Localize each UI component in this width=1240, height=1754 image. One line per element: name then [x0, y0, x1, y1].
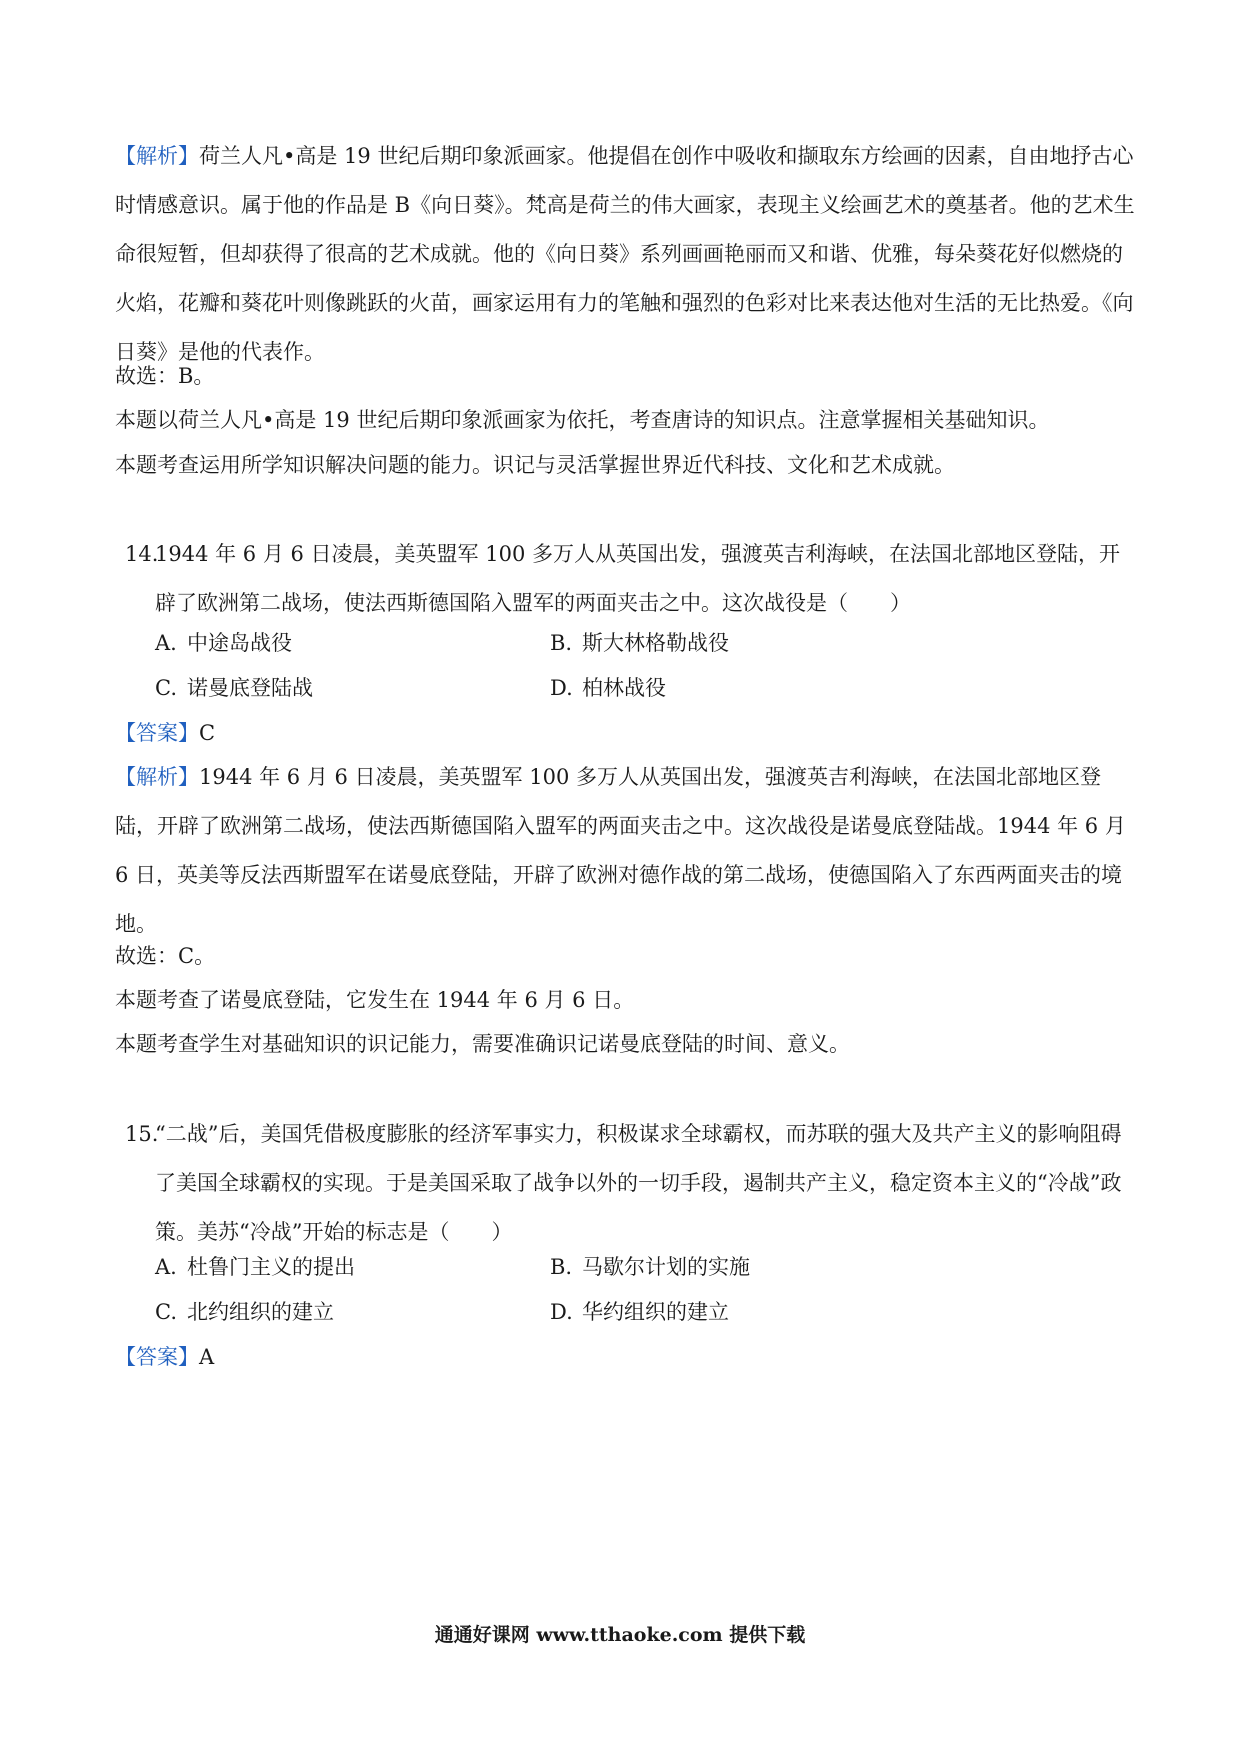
option-text: 柏林战役: [582, 676, 666, 700]
option-letter: D.: [550, 676, 573, 700]
option-text: 马歇尔计划的实施: [582, 1255, 750, 1279]
answer-label: 【答案】: [115, 1345, 199, 1369]
answer-value: C: [199, 721, 216, 745]
q14-choice: 故选：C。: [115, 944, 216, 968]
option-text: 中途岛战役: [187, 631, 292, 655]
q14-answer: [115, 709, 1135, 758]
q14-analysis: [115, 753, 1135, 949]
option-letter: A.: [155, 1255, 177, 1279]
option-text: 华约组织的建立: [582, 1300, 729, 1324]
q15-option-d: [550, 1288, 729, 1337]
answer-value: A: [199, 1345, 215, 1369]
option-letter: C.: [155, 1300, 177, 1324]
option-letter: C.: [155, 676, 177, 700]
option-text: 斯大林格勒战役: [582, 631, 729, 655]
option-letter: A.: [155, 631, 177, 655]
q15-answer: [115, 1333, 1135, 1382]
q15-number: 15.: [125, 1122, 159, 1146]
analysis-label: 【解析】: [115, 144, 199, 168]
option-text: 北约组织的建立: [187, 1300, 334, 1324]
q15-option-c: [155, 1288, 334, 1337]
q13-choice: 故选：B。: [115, 364, 215, 388]
page-footer: 通通好课网 www.tthaoke.com 提供下载: [434, 1624, 806, 1646]
answer-label: 【答案】: [115, 721, 199, 745]
option-text: 诺曼底登陆战: [187, 676, 313, 700]
q14-option-a: [155, 619, 292, 668]
q13-analysis: [115, 132, 1135, 377]
option-letter: B.: [550, 631, 573, 655]
option-text: 杜鲁门主义的提出: [187, 1255, 355, 1279]
q13-note-2: 本题考查运用所学知识解决问题的能力。识记与灵活掌握世界近代科技、文化和艺术成就。: [115, 453, 955, 477]
q14-stem: 1944 年 6 月 6 日凌晨，美英盟军 100 多万人从英国出发，强渡英吉利海峡，在法国北部地区登陆，开辟了欧洲第二战场，使法西斯德国陷入盟军的两面夹击之中。这次战役是（ ）: [155, 542, 1120, 615]
analysis-label: 【解析】: [115, 765, 199, 789]
q14-note-2: 本题考查学生对基础知识的识记能力，需要准确识记诺曼底登陆的时间、意义。: [115, 1032, 850, 1056]
q15-option-b: [550, 1243, 750, 1292]
q15-option-a: [155, 1243, 355, 1292]
q13-note-1: 本题以荷兰人凡•高是 19 世纪后期印象派画家为依托，考查唐诗的知识点。注意掌握相关基础知识。: [115, 408, 1050, 432]
analysis-text: 荷兰人凡•高是 19 世纪后期印象派画家。他提倡在创作中吸收和撷取东方绘画的因素，自由地抒古心时情感意识。属于他的作品是 B《向日葵》。梵高是荷兰的伟大画家，表现主义绘画艺术的奠基者。他的艺术生命很短暂，但却获得了很高的艺术成就。他的《向日葵》系列画画艳丽而又和谐、优雅，每朵葵花好似燃烧的火焰，花瓣和葵花叶则像跳跃的火苗，画家运用有力的笔触和强烈的色彩对比来表达他对生活的无比热爱。《向日葵》是他的代表作。: [115, 144, 1135, 364]
option-letter: D.: [550, 1300, 573, 1324]
analysis-text: 1944 年 6 月 6 日凌晨，美英盟军 100 多万人从英国出发，强渡英吉利海峡，在法国北部地区登陆，开辟了欧洲第二战场，使法西斯德国陷入盟军的两面夹击之中。这次战役是诺曼底登陆战。1944 年 6 月 6 日，英美等反法西斯盟军在诺曼底登陆，开辟了欧洲对德作战的第二战场，使德国陷入了东西两面夹击的境地。: [115, 765, 1126, 936]
q15-stem: “二战”后，美国凭借极度膨胀的经济军事实力，积极谋求全球霸权，而苏联的强大及共产主义的影响阻碍了美国全球霸权的实现。于是美国采取了战争以外的一切手段，遏制共产主义，稳定资本主义的“冷战”政策。美苏“冷战”开始的标志是（ ）: [155, 1122, 1122, 1244]
q14-number: 14.: [125, 542, 159, 566]
option-letter: B.: [550, 1255, 573, 1279]
q14-option-d: [550, 664, 666, 713]
q14-option-b: [550, 619, 729, 668]
q14-note-1: 本题考查了诺曼底登陆，它发生在 1944 年 6 月 6 日。: [115, 988, 635, 1012]
q14-option-c: [155, 664, 313, 713]
